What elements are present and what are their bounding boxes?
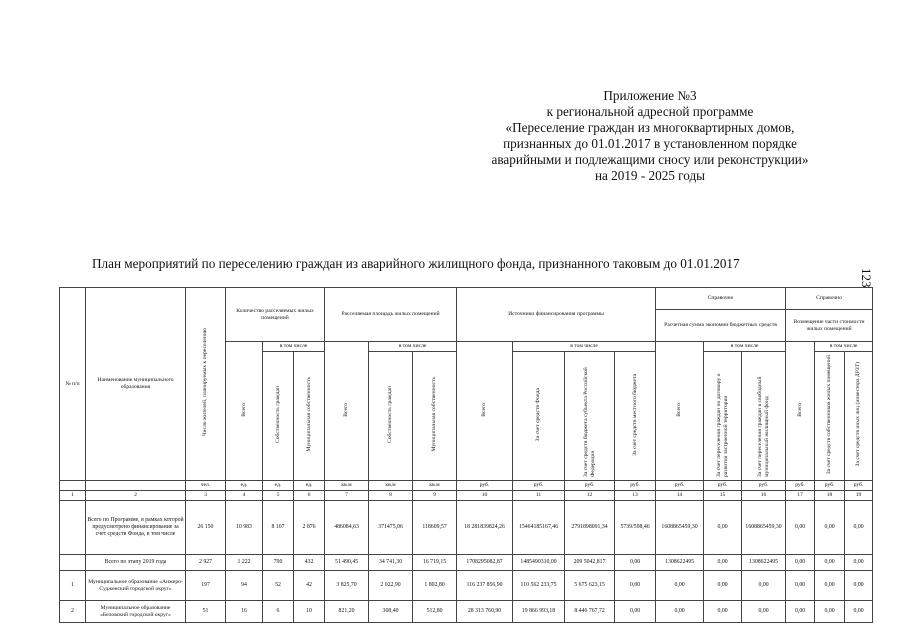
row-value: 0,00 [656, 571, 704, 601]
unit-cell: руб. [565, 481, 615, 491]
row-number [60, 501, 86, 555]
row-value: 0,00 [786, 571, 815, 601]
heading-line: аварийными и подлежащими сносу или реконструкции» [491, 152, 809, 167]
row-value: 0,00 [786, 555, 815, 571]
row-value: 3 825,70 [325, 571, 369, 601]
row-value: 308,40 [369, 601, 413, 623]
page-number: 123 [859, 268, 874, 288]
unit-cell: руб. [704, 481, 742, 491]
heading-line: Приложение №3 [603, 88, 697, 103]
row-value: 16 [226, 601, 263, 623]
row-value: 5739/598,46 [615, 501, 656, 555]
row-value: 6 [263, 601, 294, 623]
column-number: 4 [226, 491, 263, 501]
row-value: 10 983 [226, 501, 263, 555]
header-sources: Источники финансирования программы [457, 288, 656, 342]
table-row [60, 601, 873, 623]
row-value: 2791898091,34 [565, 501, 615, 555]
row-value: 116 237 856,90 [457, 571, 513, 601]
row-name: Муниципальное образование «Беловский городской округ» [86, 601, 186, 623]
row-value: 0,00 [815, 555, 845, 571]
row-value: 432 [294, 555, 325, 571]
row-value: 110 562 233,75 [513, 571, 565, 601]
row-value: 5 675 623,15 [565, 571, 615, 601]
unit-cell: ед. [294, 481, 325, 491]
row-value: 16 719,15 [413, 555, 457, 571]
row-value: 0,00 [704, 555, 742, 571]
row-value: 2 927 [186, 555, 226, 571]
unit-cell: кв.м [369, 481, 413, 491]
row-value: 371475,06 [369, 501, 413, 555]
column-number: 5 [263, 491, 294, 501]
header-compensation: Возмещение части стоимости жилых помещений [786, 310, 873, 342]
row-number: 1 [60, 571, 86, 601]
header-subject-budget: За счет средств бюджета субъекта Российской Федерации [565, 352, 615, 481]
unit-cell: руб. [656, 481, 704, 491]
row-value: 0,00 [615, 601, 656, 623]
column-number: 6 [294, 491, 325, 501]
row-value: 0,00 [615, 571, 656, 601]
heading-line: признанных до 01.01.2017 в установленном порядке [503, 136, 797, 151]
row-number [60, 555, 86, 571]
column-number: 7 [325, 491, 369, 501]
row-value: 2 022,90 [369, 571, 413, 601]
header-econ-free-fund: За счет переселения граждан в свободный муниципальный жилищный фонд [742, 352, 786, 481]
unit-cell: чел. [186, 481, 226, 491]
row-value: 0,00 [704, 571, 742, 601]
header-comp-total: Всего [786, 342, 815, 481]
column-number: 16 [742, 491, 786, 501]
row-name: Муниципальное образование «Анжеро-Судженский городской округ» [86, 571, 186, 601]
unit-cell: руб. [457, 481, 513, 491]
row-value: 51 490,45 [325, 555, 369, 571]
row-value: 209 5042,817 [565, 555, 615, 571]
row-value: 0,00 [786, 501, 815, 555]
row-value: 1 802,80 [413, 571, 457, 601]
row-name: Всего по этапу 2019 года [86, 555, 186, 571]
header-rooms-municipal: Муниципальная собственность [294, 352, 325, 481]
column-number: 2 [86, 491, 186, 501]
row-number: 2 [60, 601, 86, 623]
row-value: 8 446 767,72 [565, 601, 615, 623]
row-value: 18 281839824,26 [457, 501, 513, 555]
header-rooms-total: Всего [226, 342, 263, 481]
column-number: 18 [815, 491, 845, 501]
row-value: 51 [186, 601, 226, 623]
header-comp-owners: За счет средств собственников жилых помещений [815, 352, 845, 481]
row-value: 0,00 [656, 601, 704, 623]
header-name: Наименование муниципального образования [86, 288, 186, 481]
column-numbers-row [60, 491, 873, 501]
heading-line: к региональной адресной программе [546, 104, 754, 119]
unit-cell: руб. [815, 481, 845, 491]
column-number: 12 [565, 491, 615, 501]
row-value: 34 741,30 [369, 555, 413, 571]
header-sources-total: Всего [457, 342, 513, 481]
column-number: 14 [656, 491, 704, 501]
header-reference-2: Справочно [786, 288, 873, 310]
column-number: 10 [457, 491, 513, 501]
column-number: 3 [186, 491, 226, 501]
column-number: 9 [413, 491, 457, 501]
document-title: План мероприятий по переселению граждан из аварийного жилищного фонда, признанного таковым до 01.01.2017 [92, 256, 740, 271]
row-value: 0,00 [845, 501, 873, 555]
heading-line: «Переселение граждан из многоквартирных домов, [505, 120, 795, 135]
column-number: 8 [369, 491, 413, 501]
row-value: 1485490310,00 [513, 555, 565, 571]
unit-cell: руб. [513, 481, 565, 491]
header-rooms-private: Собственность граждан [263, 352, 294, 481]
unit-cell: кв.м [325, 481, 369, 491]
row-value: 197 [186, 571, 226, 601]
row-value: 15464185167,46 [513, 501, 565, 555]
row-value: 0,00 [845, 571, 873, 601]
row-value: 1308622495 [742, 555, 786, 571]
header-sources-incl: в том числе [513, 342, 656, 352]
row-value: 0,00 [704, 501, 742, 555]
header-local-budget: За счет средств местного бюджета [615, 352, 656, 481]
column-number: 11 [513, 491, 565, 501]
relocation-plan-table [59, 287, 873, 623]
row-value: 0,00 [615, 555, 656, 571]
unit-cell: ед. [263, 481, 294, 491]
unit-cell: руб. [742, 481, 786, 491]
heading-line: на 2019 - 2025 годы [594, 168, 706, 183]
row-value: 0,00 [742, 571, 786, 601]
row-value: 0,00 [742, 601, 786, 623]
units-row [60, 481, 873, 491]
row-value: 52 [263, 571, 294, 601]
row-value: 19 866 993,18 [513, 601, 565, 623]
row-value: 0,00 [815, 601, 845, 623]
table-row [60, 555, 873, 571]
column-number: 15 [704, 491, 742, 501]
row-value: 0,00 [845, 555, 873, 571]
row-value: 1308622495 [656, 555, 704, 571]
column-number: 13 [615, 491, 656, 501]
column-number: 1 [60, 491, 86, 501]
row-value: 0,00 [815, 571, 845, 601]
header-comp-incl: в том числе [815, 342, 873, 352]
unit-cell: ед. [226, 481, 263, 491]
unit-cell: кв.м [413, 481, 457, 491]
row-value: 512,80 [413, 601, 457, 623]
unit-cell: руб. [845, 481, 873, 491]
header-area-municipal: Муниципальная собственность [413, 352, 457, 481]
row-value: 2 876 [294, 501, 325, 555]
header-area: Расселяемая площадь жилых помещений [325, 288, 457, 342]
row-name: Всего по Программе, в рамках которой предусмотрено финансирование за счет средств Фонда, в том числе [86, 501, 186, 555]
header-econ-territory: За счет переселения граждан по договору о развитии застроенной территории [704, 352, 742, 481]
header-calc-incl: в том числе [704, 342, 786, 352]
header-calc-savings: Расчетная сумма экономии бюджетных средств [656, 310, 786, 342]
row-value: 0,00 [786, 601, 815, 623]
row-value: 118609,57 [413, 501, 457, 555]
column-number: 17 [786, 491, 815, 501]
header-area-incl: в том числе [369, 342, 457, 352]
table-row [60, 571, 873, 601]
row-value: 821,20 [325, 601, 369, 623]
header-rooms: Количество расселяемых жилых помещений [226, 288, 325, 342]
table-row [60, 501, 873, 555]
row-value: 94 [226, 571, 263, 601]
header-no: № п/п [60, 288, 86, 481]
row-value: 486084,63 [325, 501, 369, 555]
header-area-private: Собственность граждан [369, 352, 413, 481]
header-people: Число жителей, планируемых к переселению [186, 288, 226, 481]
row-value: 26 150 [186, 501, 226, 555]
row-value: 10 [294, 601, 325, 623]
column-number: 19 [845, 491, 873, 501]
row-value: 0,00 [815, 501, 845, 555]
row-value: 28 313 760,90 [457, 601, 513, 623]
header-area-total: Всего [325, 342, 369, 481]
row-value: 0,00 [704, 601, 742, 623]
unit-cell: руб. [786, 481, 815, 491]
appendix-heading [470, 88, 830, 184]
unit-cell: руб. [615, 481, 656, 491]
header-fund: За счет средств Фонда [513, 352, 565, 481]
row-value: 1 222 [226, 555, 263, 571]
header-calc-total: Всего [656, 342, 704, 481]
row-value: 8 107 [263, 501, 294, 555]
header-comp-investor: За счет средств иных лиц (инвестора ДРЗТ) [845, 352, 873, 481]
row-value: 0,00 [845, 601, 873, 623]
row-value: 1608865459,30 [742, 501, 786, 555]
row-value: 1608865459,30 [656, 501, 704, 555]
header-reference-1: Справочно [656, 288, 786, 310]
row-value: 790 [263, 555, 294, 571]
header-rooms-incl: в том числе [263, 342, 325, 352]
row-value: 1708295082,87 [457, 555, 513, 571]
row-value: 42 [294, 571, 325, 601]
